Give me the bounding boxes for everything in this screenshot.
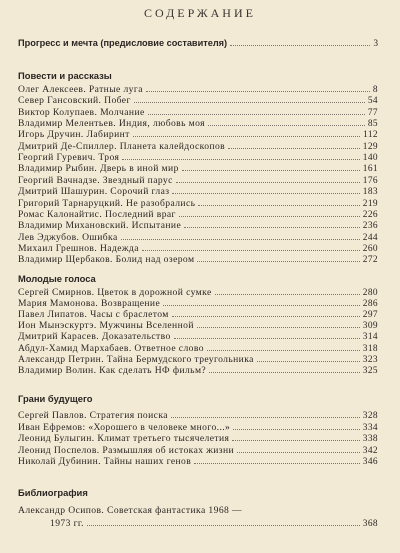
entry-page-number: 280: [362, 288, 378, 298]
toc-entry: [18, 84, 378, 96]
entry-title: Север Гансовский. Побег: [18, 95, 131, 107]
entry-page-number: 328: [362, 411, 378, 421]
toc-entry: [18, 95, 378, 107]
leader-dots: [87, 525, 360, 526]
entry-title: Ион Мынэскуртэ. Мужчины Вселенной: [18, 320, 194, 332]
toc-entry: [18, 220, 378, 232]
leader-dots: [233, 429, 359, 430]
toc-entry: [18, 254, 378, 266]
toc-entry: [18, 186, 378, 198]
leader-dots: [172, 193, 359, 194]
entry-page-number: 112: [363, 130, 378, 141]
leader-dots: [163, 305, 360, 306]
entry-page-number: 334: [362, 422, 378, 433]
section-heading-bibliography: Библиография: [18, 487, 88, 498]
toc-entry: [18, 505, 378, 517]
toc-entry: [18, 445, 378, 457]
entry-title: Иван Ефремов: «Хорошего в человеке много...»: [18, 421, 231, 433]
leader-dots: [209, 372, 360, 373]
entry-page-number: 272: [362, 255, 378, 266]
leader-dots: [171, 417, 360, 418]
leader-dots: [232, 440, 359, 441]
entry-page-number: 325: [362, 365, 378, 376]
leader-dots: [257, 361, 360, 362]
toc-entry: [18, 243, 378, 255]
leader-dots: [146, 91, 370, 92]
entry-title: Павел Липатов. Часы с браслетом: [18, 309, 169, 321]
toc-entry: [18, 175, 378, 187]
leader-dots: [133, 136, 360, 137]
leader-dots: [207, 350, 360, 351]
entry-page-number: 236: [362, 221, 378, 232]
section-heading-young-voices: Молодые голоса: [18, 273, 96, 284]
toc-entry: [18, 141, 378, 153]
entry-title: Александр Осипов. Советская фантастика 1968 —: [18, 505, 243, 516]
entry-title: Леонид Поспелов. Размышляя об истоках жизни: [18, 444, 235, 456]
entry-title: Владимир Рыбин. Дверь в иной мир: [18, 163, 179, 175]
leader-dots: [148, 114, 365, 115]
leader-dots: [176, 182, 360, 183]
entry-page-number: 368: [362, 519, 378, 529]
leader-dots: [172, 316, 360, 317]
section-heading-future-facets: Грани будущего: [18, 393, 93, 404]
entry-title: Владимир Щербаков. Болид над озером: [18, 254, 195, 266]
leader-dots: [134, 102, 365, 103]
entry-title: Лев Эджубов. Ошибка: [18, 231, 118, 243]
toc-entry: [50, 518, 378, 530]
leader-dots: [182, 170, 360, 171]
entry-title: Сергей Смирнов. Цветок в дорожной сумке: [18, 287, 212, 298]
page-title: СОДЕРЖАНИЕ: [144, 6, 256, 20]
toc-entry: [18, 456, 378, 468]
toc-entry: [18, 410, 378, 422]
preface-page: 3: [373, 39, 378, 49]
toc-entry: [18, 118, 378, 130]
entry-title: Абдул-Хамид Мархабаев. Ответное слово: [18, 342, 204, 354]
toc-entry: [18, 129, 378, 141]
leader-dots: [230, 45, 370, 46]
entry-page-number: 338: [362, 434, 378, 445]
entry-page-number: 260: [362, 243, 378, 254]
entry-title: Дмитрий Шашурин. Сорочий глаз: [18, 186, 170, 198]
entry-title: Георгий Гуревич. Троя: [18, 152, 120, 164]
leader-dots: [122, 159, 359, 160]
entry-page-number: 183: [362, 187, 378, 198]
entry-page-number: 140: [362, 153, 378, 164]
entry-page-number: 129: [362, 141, 378, 152]
entry-page-number: 244: [362, 232, 378, 243]
leader-dots: [228, 148, 360, 149]
toc-entry: [18, 152, 378, 164]
entry-title: Владимир Мелентьев. Индия, любовь моя: [18, 118, 205, 130]
leader-dots: [215, 294, 360, 295]
toc-entry: [18, 163, 378, 175]
entry-page-number: 314: [362, 332, 378, 343]
toc-entry: [18, 209, 378, 221]
entry-title: Сергей Павлов. Стратегия поиска: [18, 410, 168, 421]
leader-dots: [184, 227, 360, 228]
entry-page-number: 77: [367, 107, 378, 118]
toc-entry: [18, 365, 378, 377]
preface-title: Прогресс и мечта (предисловие составителя): [18, 38, 228, 48]
leader-dots: [197, 261, 359, 262]
entry-title: Мария Мамонова. Возвращение: [18, 298, 161, 310]
entry-title: Игорь Дручин. Лабиринт: [18, 129, 130, 141]
entry-title: Виктор Колупаев. Молчание: [18, 106, 145, 118]
entry-page-number: 85: [367, 119, 378, 130]
section-heading-stories: Повести и рассказы: [18, 70, 112, 81]
entry-page-number: 161: [362, 164, 378, 175]
entry-page-number: 286: [362, 299, 378, 310]
leader-dots: [121, 239, 360, 240]
entry-page-number: 318: [362, 343, 378, 354]
entry-title: 1973 гг.: [50, 518, 84, 529]
entry-title: Дмитрий Карасев. Доказательство: [18, 331, 171, 343]
entry-page-number: 226: [362, 209, 378, 220]
leader-dots: [142, 250, 360, 251]
entry-title: Владимир Волин. Как сделать НФ фильм?: [18, 364, 207, 376]
toc-entry: [18, 433, 378, 445]
toc-entry: [18, 107, 378, 119]
entry-page-number: 323: [362, 354, 378, 365]
leader-dots: [197, 327, 360, 328]
entry-page-number: 8: [372, 85, 378, 95]
leader-dots: [194, 463, 360, 464]
entry-title: Георгий Вачнадзе. Звездный парус: [18, 174, 173, 186]
entry-title: Михаил Грешнов. Надежда: [18, 242, 139, 254]
entry-title: Дмитрий Де-Спиллер. Планета калейдоскопов: [18, 140, 226, 152]
entry-page-number: 219: [362, 198, 378, 209]
entry-page-number: 176: [362, 175, 378, 186]
entry-page-number: 346: [362, 457, 378, 468]
entry-page-number: 342: [362, 445, 378, 456]
entry-title: Леонид Булыгин. Климат третьего тысячелетия: [18, 433, 230, 445]
entry-title: Григорий Тарнаруцкий. Не разобрались: [18, 197, 196, 209]
entry-page-number: 297: [362, 310, 378, 321]
leader-dots: [198, 205, 359, 206]
preface-entry: [18, 37, 378, 50]
entry-title: Олег Алексеев. Ратные луга: [18, 84, 143, 95]
entry-title: Александр Петрин. Тайна Бермудского треугольника: [18, 353, 254, 365]
entry-title: Николай Дубинин. Тайны наших генов: [18, 456, 192, 468]
toc-entry: [18, 198, 378, 210]
leader-dots: [179, 216, 360, 217]
entry-page-number: 54: [367, 96, 378, 107]
leader-dots: [208, 125, 365, 126]
leader-dots: [174, 338, 360, 339]
toc-entry: [18, 422, 378, 434]
leader-dots: [237, 452, 360, 453]
entry-page-number: 309: [362, 321, 378, 332]
toc-entry: [18, 232, 378, 244]
entry-title: Владимир Михановский. Испытание: [18, 220, 182, 232]
entry-title: Ромас Калонайтис. Последний враг: [18, 208, 176, 220]
